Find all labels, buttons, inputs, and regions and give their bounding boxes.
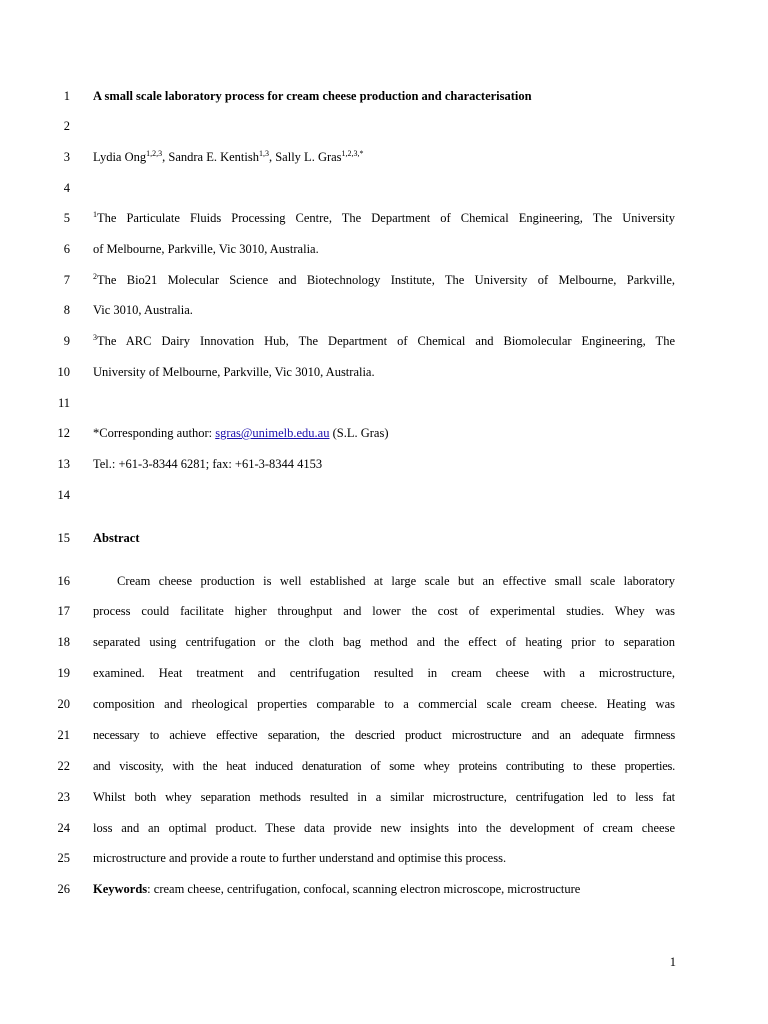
line-number: 6 <box>63 242 70 256</box>
author-affiliation: 1,3 <box>258 149 269 158</box>
line-number: 11 <box>57 396 70 410</box>
page-number: 1 <box>669 955 676 969</box>
corresponding-author <box>93 423 675 443</box>
line-number: 8 <box>63 303 70 317</box>
author-list <box>93 147 675 167</box>
line-number: 1 <box>63 89 70 103</box>
affiliation-text: The Bio21 Molecular Science and Biotechnology Institute, The University of Melbourne, Parkville, <box>97 273 675 287</box>
line-row <box>0 239 768 259</box>
corresponding-suffix: (S.L. Gras) <box>329 426 389 440</box>
line-number: 4 <box>63 181 70 195</box>
line-row <box>0 848 768 868</box>
line-row <box>0 178 768 198</box>
affiliation-number: 1 <box>93 210 97 219</box>
abstract-line: necessary to achieve effective separation, the descried product microstructure and an adequate firmness <box>93 728 675 742</box>
line-row <box>0 86 768 106</box>
line-row <box>0 362 768 382</box>
line-number: 18 <box>57 635 70 649</box>
line-row <box>0 454 768 474</box>
line-number: 15 <box>57 531 70 545</box>
line-number: 26 <box>57 882 70 896</box>
line-number: 14 <box>57 488 70 502</box>
affiliation-line <box>93 270 675 290</box>
line-number: 21 <box>57 728 70 742</box>
line-number: 12 <box>57 426 70 440</box>
line-number: 3 <box>63 150 70 164</box>
affiliation-line <box>93 331 675 351</box>
line-row <box>0 879 768 899</box>
abstract-line: microstructure and provide a route to further understand and optimise this process. <box>93 851 507 865</box>
line-row <box>0 393 768 413</box>
author-name: Sally L. Gras <box>275 150 342 164</box>
affiliation-number: 3 <box>93 333 97 342</box>
line-row <box>0 116 768 136</box>
line-number: 9 <box>63 334 70 348</box>
corresponding-prefix: *Corresponding author: <box>93 426 216 440</box>
line-row <box>0 423 768 443</box>
line-row <box>0 300 768 320</box>
line-row <box>0 663 768 683</box>
author-affiliation: 1,2,3 <box>146 149 163 158</box>
line-number: 17 <box>57 604 70 618</box>
abstract-line: Whilst both whey separation methods resulted in a similar microstructure, centrifugation led to less fat <box>93 790 675 804</box>
line-row <box>0 756 768 776</box>
abstract-line: and viscosity, with the heat induced denaturation of some whey proteins contributing to these properties. <box>93 759 675 773</box>
line-row <box>0 331 768 351</box>
abstract-line: examined. Heat treatment and centrifugation resulted in cream cheese with a microstructure, <box>93 666 675 680</box>
paper-title: A small scale laboratory process for cream cheese production and characterisation <box>93 89 532 103</box>
line-number: 19 <box>57 666 70 680</box>
line-row <box>0 601 768 621</box>
line-row <box>0 694 768 714</box>
line-row <box>0 632 768 652</box>
abstract-line: Cream cheese production is well established at large scale but an effective small scale laboratory <box>117 574 675 588</box>
line-number: 13 <box>57 457 70 471</box>
author-name: Sandra E. Kentish <box>168 150 259 164</box>
line-row <box>0 147 768 167</box>
contact-details: Tel.: +61-3-8344 6281; fax: +61-3-8344 4153 <box>93 457 323 471</box>
line-number: 7 <box>63 273 70 287</box>
abstract-line: process could facilitate higher throughput and lower the cost of experimental studies. Whey was <box>93 604 675 618</box>
line-number: 24 <box>57 821 70 835</box>
affiliation-number: 2 <box>93 272 97 281</box>
line-row <box>0 787 768 807</box>
affiliation-text: Vic 3010, Australia. <box>93 303 193 317</box>
line-row <box>0 528 768 548</box>
abstract-line: separated using centrifugation or the cloth bag method and the effect of heating prior to separation <box>93 635 675 649</box>
author-affiliation: 1,2,3,* <box>341 149 364 158</box>
affiliation-text: of Melbourne, Parkville, Vic 3010, Australia. <box>93 242 319 256</box>
keywords-label: Keywords <box>93 882 148 896</box>
line-row <box>0 270 768 290</box>
abstract-line: composition and rheological properties comparable to a commercial scale cream cheese. Heating was <box>93 697 675 711</box>
line-number: 16 <box>57 574 70 588</box>
line-number: 25 <box>57 851 70 865</box>
line-row <box>0 725 768 745</box>
author-name: Lydia Ong <box>93 150 147 164</box>
abstract-line: loss and an optimal product. These data provide new insights into the development of cream cheese <box>93 821 675 835</box>
email-link[interactable]: sgras@unimelb.edu.au <box>215 426 330 440</box>
affiliation-text: University of Melbourne, Parkville, Vic 3010, Australia. <box>93 365 375 379</box>
affiliation-line <box>93 208 675 228</box>
keywords-text: : cream cheese, centrifugation, confocal, scanning electron microscope, microstructure <box>147 882 581 896</box>
line-row <box>0 485 768 505</box>
line-row <box>0 571 768 591</box>
affiliation-text: The Particulate Fluids Processing Centre, The Department of Chemical Engineering, The University <box>97 211 675 225</box>
abstract-heading: Abstract <box>93 531 140 545</box>
line-number: 2 <box>63 119 70 133</box>
line-row <box>0 818 768 838</box>
line-number: 23 <box>57 790 70 804</box>
line-number: 5 <box>63 211 70 225</box>
author-separator: , <box>268 150 276 164</box>
author-separator: , <box>162 150 169 164</box>
line-number: 10 <box>57 365 70 379</box>
line-number: 20 <box>57 697 70 711</box>
line-row <box>0 208 768 228</box>
affiliation-text: The ARC Dairy Innovation Hub, The Department of Chemical and Biomolecular Engineering, The <box>97 334 675 348</box>
keywords-line <box>93 879 675 899</box>
line-number: 22 <box>57 759 70 773</box>
